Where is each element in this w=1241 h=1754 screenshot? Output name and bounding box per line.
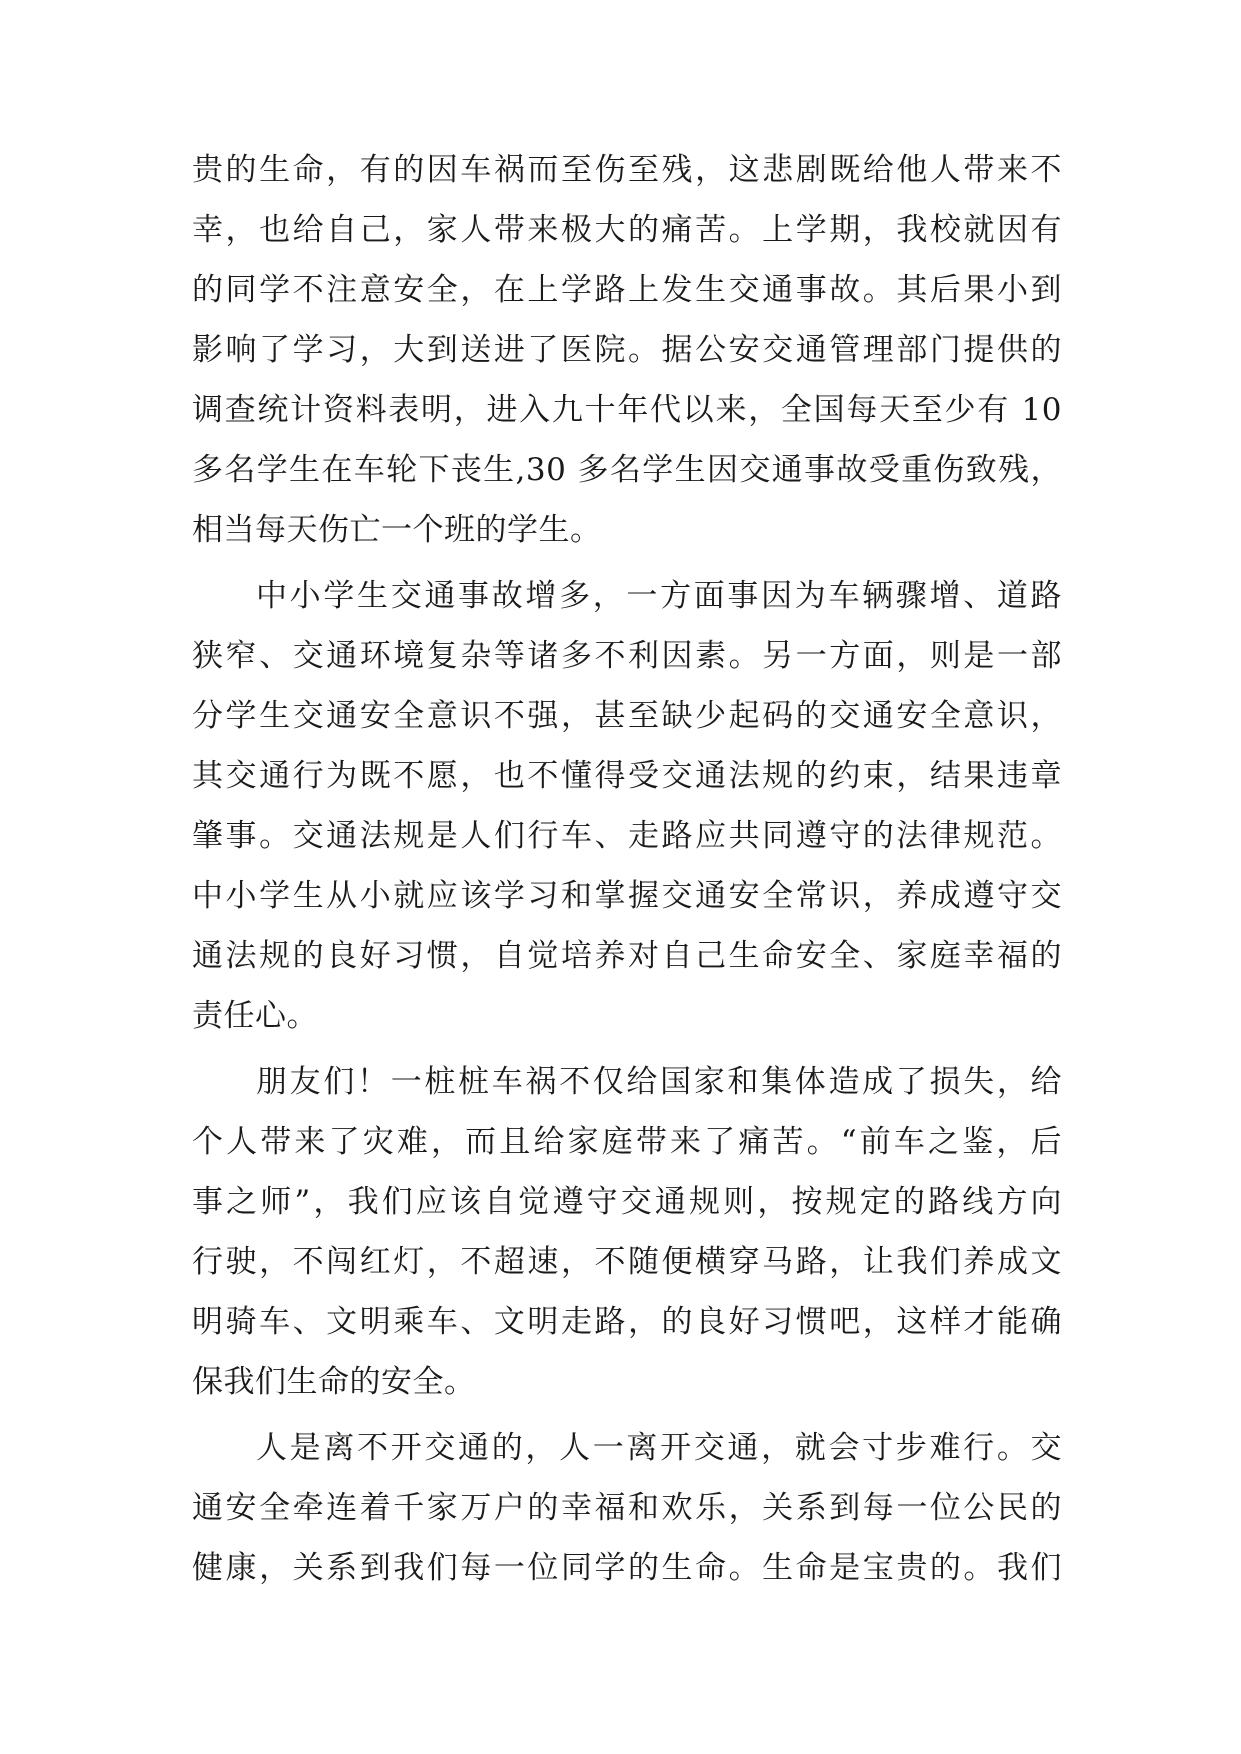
text-line: 通法规的良好习惯，自觉培养对自己生命安全、家庭幸福的 — [192, 938, 1062, 974]
text-line: 影响了学习，大到送进了医院。据公安交通管理部门提供的 — [192, 332, 1062, 368]
text-line: 相当每天伤亡一个班的学生。 — [192, 512, 602, 548]
text-line: 中小学生交通事故增多，一方面事因为车辆骤增、道路 — [256, 578, 1062, 614]
text-line: 明骑车、文明乘车、文明走路，的良好习惯吧，这样才能确 — [192, 1304, 1062, 1340]
text-line: 狭窄、交通环境复杂等诸多不利因素。另一方面，则是一部 — [192, 638, 1062, 674]
text-line: 其交通行为既不愿，也不懂得受交通法规的约束，结果违章 — [192, 758, 1062, 794]
text-line: 个人带来了灾难，而且给家庭带来了痛苦。“前车之鉴，后 — [192, 1124, 1062, 1160]
text-line: 通安全牵连着千家万户的幸福和欢乐，关系到每一位公民的 — [192, 1490, 1062, 1526]
text-line: 的同学不注意安全，在上学路上发生交通事故。其后果小到 — [192, 272, 1062, 308]
text-line: 分学生交通安全意识不强，甚至缺少起码的交通安全意识， — [192, 698, 1062, 734]
text-line: 责任心。 — [192, 998, 318, 1034]
text-line: 保我们生命的安全。 — [192, 1364, 476, 1400]
text-line: 朋友们！一桩桩车祸不仅给国家和集体造成了损失，给 — [256, 1064, 1062, 1100]
text-line: 行驶，不闯红灯，不超速，不随便横穿马路，让我们养成文 — [192, 1244, 1062, 1280]
text-line: 健康，关系到我们每一位同学的生命。生命是宝贵的。我们 — [192, 1550, 1062, 1586]
text-line: 肇事。交通法规是人们行车、走路应共同遵守的法律规范。 — [192, 818, 1062, 854]
text-line: 多名学生在车轮下丧生,30 多名学生因交通事故受重伤致残， — [192, 452, 1062, 488]
text-line: 贵的生命，有的因车祸而至伤至残，这悲剧既给他人带来不 — [192, 152, 1062, 188]
text-line: 事之师”，我们应该自觉遵守交通规则，按规定的路线方向 — [192, 1184, 1062, 1220]
text-line: 人是离不开交通的，人一离开交通，就会寸步难行。交 — [256, 1430, 1062, 1466]
text-line: 幸，也给自己，家人带来极大的痛苦。上学期，我校就因有 — [192, 212, 1062, 248]
text-line: 调查统计资料表明，进入九十年代以来，全国每天至少有 10 — [192, 392, 1062, 428]
text-line: 中小学生从小就应该学习和掌握交通安全常识，养成遵守交 — [192, 878, 1062, 914]
